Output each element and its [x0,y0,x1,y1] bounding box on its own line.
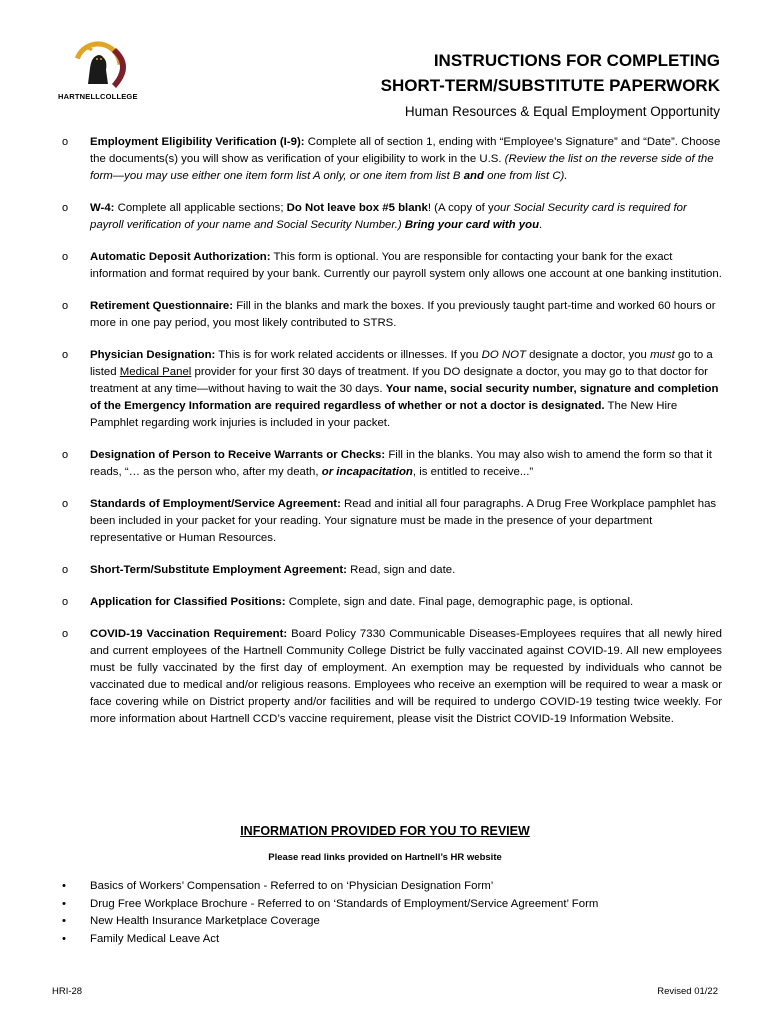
item-body: Automatic Deposit Authorization: This form is optional. You are responsible for contacting your bank for the exact information and format required by your bank. Currently our payroll system only allows one account at one banking institution. [90,251,722,280]
item-body: Application for Classified Positions: Complete, sign and date. Final page, demographic page, is optional. [90,596,634,608]
item-body: Physician Designation: This is for work related accidents or illnesses. If you DO NOT designate a doctor, you must go to a listed Medical Panel provider for your first 30 days of treatment. If you DO designate a doctor, you may go to that doctor for treatment at any time—without having to wait the 30 days. Your name, social security number, signature and completion of the Emergency Information are required regardless of whether or not a doctor is designated. The New Hire Pamphlet regarding work injuries is included in your packet. [90,349,719,429]
list-item [62,913,598,931]
fmla-link-text: Family Medical Leave Act [90,932,220,945]
list-item-w4 [62,200,722,234]
title-line-2: SHORT-TERM/SUBSTITUTE PAPERWORK [380,76,720,95]
review-section-note: Please read links provided on Hartnell’s HR website [268,852,502,863]
title-line-1: INSTRUCTIONS FOR COMPLETING [433,51,720,70]
list-bullet: o [62,300,69,312]
item-label: Standards of Employment/Service Agreement: [90,498,341,510]
list-bullet: • [62,932,66,945]
item-label: W-4: [90,202,115,214]
drug-free-brochure-link-text: Drug Free Workplace Brochure - Referred to on ‘Standards of Employment/Service Agreement’ Form [90,897,599,910]
list-bullet: o [62,449,69,461]
item-label: Physician Designation: [90,349,216,361]
list-item-physician [62,347,722,432]
department-subtitle: Human Resources & Equal Employment Opportunity [404,104,720,119]
item-body: W-4: Complete all applicable sections; Do Not leave box #5 blank! (A copy of your Social Security card is required for payroll verification of your name and Social Security Number.) Bring your card with you. [90,202,687,231]
list-bullet: o [62,349,69,361]
list-item-retirement [62,298,722,332]
list-bullet: o [62,251,69,263]
list-item-employment-agreement [62,562,722,579]
form-id: HRI-28 [52,986,83,997]
list-item-i9 [62,134,722,185]
list-bullet: o [62,498,69,510]
item-label: Retirement Questionnaire: [90,300,234,312]
revision-date: Revised 01/22 [657,986,718,997]
item-label: Application for Classified Positions: [90,596,286,608]
instruction-list [62,134,722,743]
item-body: COVID-19 Vaccination Requirement: Board Policy 7330 Communicable Diseases-Employees requires that all newly hired and current employees of the Hartnell Community College District be fully vaccinated against COVID-19. All new employees must be fully vaccinated by the first day of employment. An exemption may be requested by individuals who cannot be vaccinated due to medical and/or religious reasons. Employees who receive an exemption will be required to wear a mask or face covering while on District property and/or facilities and will be required to undergo COVID-19 testing twice weekly. For more information about Hartnell CCD’s vaccine requirement, please visit the District COVID-19 Information Website. [90,628,722,725]
list-item [62,878,598,896]
workers-comp-link-text: Basics of Workers’ Compensation - Referred to on ‘Physician Designation Form’ [90,880,494,892]
list-item-warrants [62,447,722,481]
list-bullet: o [62,628,69,640]
list-bullet: o [62,564,69,576]
list-item-standards [62,496,722,547]
logo-text: HARTNELLCOLLEGE [58,92,138,101]
list-bullet: o [62,202,69,214]
item-label: Short-Term/Substitute Employment Agreement: [90,564,347,576]
list-item [62,896,598,914]
list-item-direct-deposit [62,249,722,283]
item-body: Designation of Person to Receive Warrants or Checks: Fill in the blanks. You may also wish to amend the form so that it reads, “… as the person who, after my death, or incapacitation, is entitled to receive...” [90,449,712,478]
list-bullet: • [62,897,66,910]
item-body: Short-Term/Substitute Employment Agreement: Read, sign and date. [90,564,456,576]
list-item-covid [62,626,722,728]
document-title-block [381,48,720,119]
item-body: Retirement Questionnaire: Fill in the blanks and mark the boxes. If you previously taught part-time and worked 60 hours or more in one pay period, you most likely contributed to STRS. [90,300,716,329]
list-item [62,931,598,949]
item-label: Automatic Deposit Authorization: [90,251,271,263]
item-label: COVID-19 Vaccination Requirement: [90,628,288,640]
item-body: Employment Eligibility Verification (I-9): Complete all of section 1, ending with “Employee’s Signature” and “Date”. Choose the documents(s) you will show as verification of your eligibility to work in the U.S. (Review the list on the reverse side of the form—you may use either one item form list A only, or one item from list B and one from list C). [90,136,721,182]
item-label: Employment Eligibility Verification (I-9): [90,136,305,148]
review-section-title: INFORMATION PROVIDED FOR YOU TO REVIEW [240,824,530,838]
health-marketplace-link-text: New Health Insurance Marketplace Coverage [90,915,320,927]
item-body: Standards of Employment/Service Agreement: Read and initial all four paragraphs. A Drug Free Workplace pamphlet has been included in your packet for your reading. Your signature must be made in the presence of your department representative or Human Resources. [90,498,717,544]
list-bullet: • [62,880,66,892]
item-label: Designation of Person to Receive Warrants or Checks: [90,449,386,461]
list-bullet: • [62,915,66,927]
review-links-list [62,878,598,948]
list-bullet: o [62,596,69,608]
list-bullet: o [62,136,69,148]
list-item-classified [62,594,722,611]
